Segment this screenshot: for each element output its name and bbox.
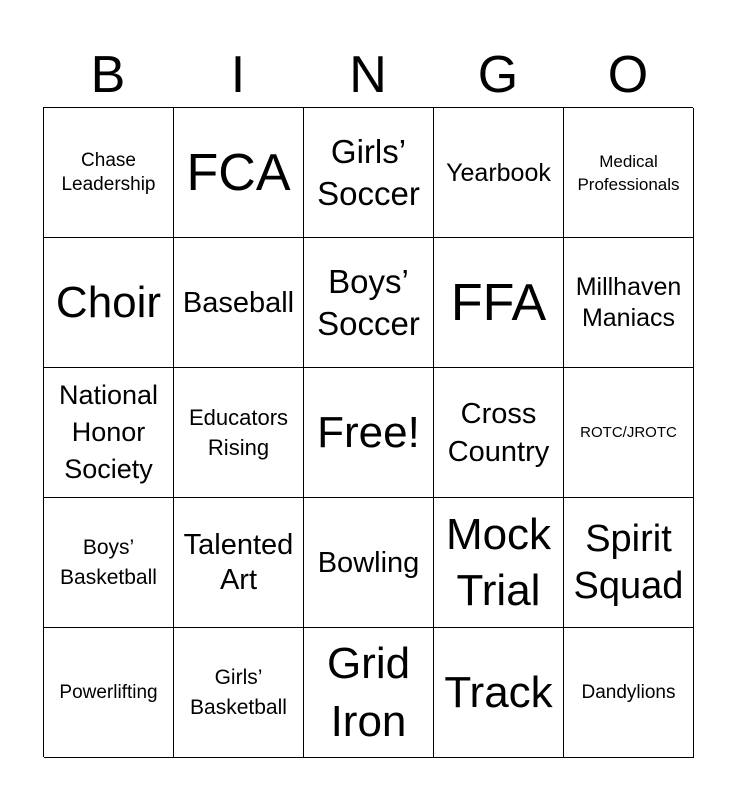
cell-label: Girls’ Basketball <box>190 665 287 719</box>
header-letter-b: B <box>90 46 126 104</box>
cell-label: Spirit Squad <box>573 517 684 607</box>
bingo-cell[interactable] <box>434 238 564 368</box>
bingo-card-grid <box>43 107 693 757</box>
bingo-cell[interactable] <box>564 238 694 368</box>
cell-label: Baseball <box>182 286 295 319</box>
cell-label: Dandylions <box>581 681 676 703</box>
cell-label: Girls’ Soccer <box>317 132 420 212</box>
bingo-cell[interactable] <box>434 498 564 628</box>
bingo-cell[interactable] <box>434 108 564 238</box>
bingo-cell[interactable] <box>434 368 564 498</box>
header-letter-g: G <box>477 46 519 104</box>
bingo-cell[interactable] <box>174 628 304 758</box>
cell-label: Medical Professionals <box>577 151 680 194</box>
cell-label: Powerlifting <box>59 681 158 703</box>
bingo-cell[interactable] <box>44 498 174 628</box>
bingo-cell[interactable] <box>44 238 174 368</box>
bingo-cell[interactable] <box>304 238 434 368</box>
cell-label: Mock Trial <box>445 509 552 615</box>
bingo-cell[interactable] <box>174 238 304 368</box>
cell-label: Choir <box>55 277 162 327</box>
cell-label: Educators Rising <box>188 404 289 460</box>
header-letter-o: O <box>607 46 649 104</box>
bingo-cell[interactable] <box>44 108 174 238</box>
bingo-cell[interactable] <box>304 108 434 238</box>
cell-label: FFA <box>450 273 547 332</box>
header-letter-i: I <box>230 46 246 104</box>
bingo-cell[interactable] <box>174 498 304 628</box>
bingo-cell[interactable] <box>304 368 434 498</box>
cell-label: Bowling <box>317 546 420 579</box>
cell-label: Boys’ Basketball <box>60 535 157 589</box>
cell-label: Track <box>444 667 553 717</box>
bingo-cell[interactable] <box>564 108 694 238</box>
bingo-cell[interactable] <box>564 498 694 628</box>
cell-label: Boys’ Soccer <box>317 262 420 342</box>
bingo-cell[interactable] <box>564 368 694 498</box>
header-letter-n: N <box>349 46 387 104</box>
bingo-cell[interactable] <box>174 108 304 238</box>
bingo-cell[interactable] <box>174 368 304 498</box>
cell-label: Chase Leadership <box>61 149 156 195</box>
cell-label: Free! <box>317 407 420 457</box>
bingo-cell[interactable] <box>44 628 174 758</box>
bingo-cell[interactable] <box>564 628 694 758</box>
bingo-header <box>43 44 693 106</box>
cell-label: National Honor Society <box>58 380 159 484</box>
cell-label: Millhaven Maniacs <box>575 272 682 332</box>
cell-label: Grid Iron <box>326 638 411 746</box>
cell-label: Cross Country <box>447 397 550 468</box>
bingo-cell[interactable] <box>44 368 174 498</box>
cell-label: Yearbook <box>446 158 551 187</box>
cell-label: FCA <box>186 143 291 202</box>
cell-label: ROTC/JROTC <box>580 423 677 441</box>
bingo-cell[interactable] <box>304 628 434 758</box>
bingo-cell[interactable] <box>434 628 564 758</box>
cell-label: Talented Art <box>183 528 294 596</box>
bingo-cell[interactable] <box>304 498 434 628</box>
